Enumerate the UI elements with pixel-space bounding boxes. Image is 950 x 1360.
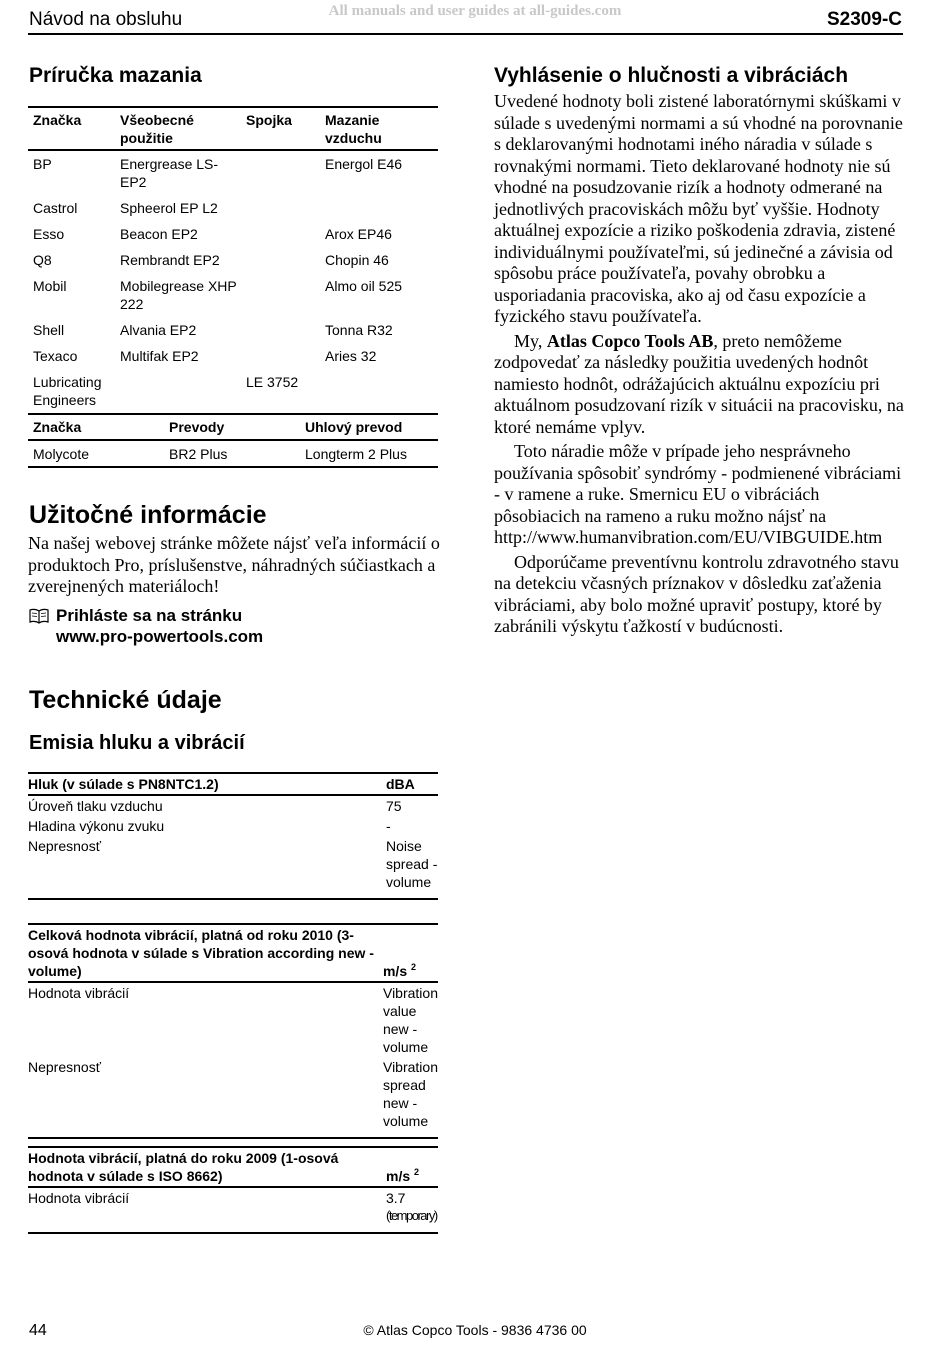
- table-cell: Molycote: [28, 440, 164, 467]
- table-cell: Hodnota vibrácií: [28, 1187, 386, 1233]
- column-header: Uhlový prevod: [300, 414, 438, 440]
- table-cell: BR2 Plus: [164, 440, 300, 467]
- table-cell: Esso: [33, 226, 65, 242]
- table-cell: -: [386, 818, 391, 834]
- useful-info-text: Na našej webovej stránke môžete nájsť veľa informácií o produktoch Pro, príslušenstve, náhradných súčiastkach a zverejnených materiáloch!: [28, 533, 440, 596]
- lubrication-table: [28, 106, 438, 415]
- table-row: [28, 369, 438, 414]
- book-icon: [29, 608, 49, 629]
- table-row: [28, 150, 438, 195]
- column-header: Značka: [28, 414, 164, 440]
- table-row: [28, 247, 438, 273]
- table-cell: Vibration value new - volume: [382, 985, 438, 1055]
- table-row: [28, 440, 438, 467]
- table-cell: [386, 1187, 438, 1233]
- table-cell: Aries 32: [325, 348, 377, 364]
- table-cell: Lubricating Engineers: [28, 369, 115, 414]
- header-rule: [28, 33, 903, 35]
- table-cell: [241, 343, 320, 369]
- table-header-row: [28, 924, 438, 982]
- document-title: Návod na obsluhu: [29, 9, 183, 30]
- copyright-text: © Atlas Copco Tools - 9836 4736 00: [363, 1322, 587, 1338]
- emission-subheading: Emisia hluku a vibrácií: [29, 732, 245, 754]
- vibration-value: 3.7: [386, 1190, 406, 1206]
- vibration-2010-table: [28, 923, 438, 1139]
- column-header: Spojka: [241, 107, 320, 150]
- table-cell: Nepresnosť: [28, 1057, 383, 1138]
- model-number: S2309-C: [827, 9, 902, 30]
- column-header: Mazanie vzduchu: [320, 107, 438, 150]
- table-cell: Chopin 46: [325, 252, 389, 268]
- table-row: [28, 343, 438, 369]
- table-cell: LE 3752: [241, 369, 320, 414]
- table-cell: [241, 317, 320, 343]
- table-cell: Energrease LS-EP2: [120, 156, 219, 190]
- table-row: [28, 836, 438, 899]
- table-row: [28, 1187, 438, 1233]
- useful-info-heading: Užitočné informácie: [29, 501, 267, 529]
- lubrication-heading: Príručka mazania: [29, 64, 202, 87]
- table-header-row: [28, 414, 438, 440]
- column-header: Všeobecné použitie: [115, 107, 241, 150]
- website-link[interactable]: www.pro-powertools.com: [56, 627, 264, 646]
- noise-table: [28, 772, 438, 900]
- table-cell: Tonna R32: [325, 322, 393, 338]
- login-instruction: Prihláste sa na stránku: [56, 606, 243, 625]
- table-row: [28, 317, 438, 343]
- table-row: [28, 195, 438, 221]
- table-cell: Beacon EP2: [120, 226, 198, 242]
- table-cell: Energol E46: [325, 156, 403, 172]
- table-cell: Vibration spread new - volume: [383, 1057, 438, 1138]
- table-cell: [241, 150, 320, 195]
- table-cell: [241, 221, 320, 247]
- table-cell: Hladina výkonu zvuku: [28, 818, 165, 834]
- table-header-row: [28, 107, 438, 150]
- vibration-2009-table: [28, 1146, 438, 1234]
- table-cell: Noise spread - volume: [386, 836, 438, 899]
- table-row: [28, 1057, 438, 1138]
- table-row: [28, 273, 438, 317]
- vibration-2009-header: Hodnota vibrácií, platná do roku 2009 (1-osová hodnota v súlade s ISO 8662): [28, 1147, 386, 1187]
- table-cell: Mobilegrease XHP 222: [120, 278, 237, 312]
- table-cell: Longterm 2 Plus: [300, 440, 438, 467]
- table-cell: Spheerol EP L2: [120, 200, 218, 216]
- table-cell: Texaco: [33, 348, 78, 364]
- table-cell: Alvania EP2: [120, 322, 197, 338]
- table-cell: Castrol: [33, 200, 78, 216]
- column-header: Prevody: [164, 414, 300, 440]
- table-cell: [241, 273, 320, 317]
- table-cell: [320, 195, 438, 221]
- table-cell: [241, 247, 320, 273]
- table-row: [28, 795, 438, 816]
- table-cell: Hodnota vibrácií: [28, 985, 130, 1001]
- table-cell: Shell: [33, 322, 65, 338]
- table-cell: Úroveň tlaku vzduchu: [28, 798, 163, 814]
- column-header: Značka: [28, 107, 115, 150]
- declaration-paragraph: Odporúčame preventívnu kontrolu zdravotného stavu na detekciu včasných príznakov v dôsledku zaťaženia vibráciami, aby bolo možné upraviť postupy, ktoré by zabránili výskytu ťažkostí v budúcnosti.: [494, 551, 899, 636]
- table-cell: Almo oil 525: [325, 278, 403, 294]
- declaration-paragraph: Toto náradie môže v prípade jeho nesprávneho používania spôsobiť syndrómy - podmienené vibráciami - v ramene a ruke. Smernicu EU o vibráciách pôsobiacich na rameno a ruku možno nájsť na http://www.humanvibration.com/EU/VIBGUIDE.htm: [494, 441, 902, 547]
- declaration-heading: Vyhlásenie o hlučnosti a vibráciách: [494, 64, 849, 87]
- table-header-row: [28, 1147, 438, 1187]
- vibration-2009-unit: m/s $^2$: [386, 1147, 438, 1187]
- table-cell: Multifak EP2: [120, 348, 199, 364]
- table-cell: [115, 369, 241, 414]
- declaration-paragraph: My, Atlas Copco Tools AB, preto nemôžeme zodpovedať za následky použitia uvedených hodnôt namiesto hodnôt, odrážajúcich aktuálnu expozíciu pri aktuálnom posudzovaní rizík v situácii na pracovisku, na ktoré nemáme vplyv.: [494, 330, 904, 437]
- table-cell: Rembrandt EP2: [120, 252, 220, 268]
- table-header-row: [28, 773, 438, 795]
- noise-header: Hluk (v súlade s PN8NTC1.2): [28, 773, 386, 795]
- watermark-text: All manuals and user guides at all-guides.com: [328, 3, 622, 19]
- table-cell: Q8: [33, 252, 52, 268]
- table-cell: BP: [33, 156, 52, 172]
- table-row: [28, 816, 438, 836]
- gear-lubrication-table: [28, 413, 438, 468]
- table-cell: 75: [386, 798, 402, 814]
- table-row: [28, 982, 438, 1057]
- table-cell: [320, 369, 438, 414]
- temporary-note: (temporary): [386, 1208, 437, 1223]
- page-number: 44: [29, 1322, 47, 1339]
- vibration-2010-unit: m/s $^2$: [383, 924, 438, 982]
- table-cell: Nepresnosť: [28, 836, 386, 899]
- vibration-2010-header: Celková hodnota vibrácií, platná od roku 2010 (3-osová hodnota v súlade s Vibration according new - volume): [28, 924, 383, 982]
- noise-unit: dBA: [386, 773, 438, 795]
- table-cell: Mobil: [33, 278, 67, 294]
- technical-data-heading: Technické údaje: [29, 686, 222, 714]
- table-row: [28, 221, 438, 247]
- declaration-paragraph: Uvedené hodnoty boli zistené laboratórnymi skúškami v súlade s uvedenými normami a sú vhodné na porovnanie s deklarovanými hodnotami iného náradia v súlade s rovnakými normami. Tieto deklarované hodnoty nie sú vhodné na posudzovanie rizík a hodnoty odmerané na jednotlivých pracoviskách môžu byť vyššie. Hodnoty aktuálnej expozície a riziko poškodenia zdravia, zistené individuálnymi používateľmi, sú jedinečné a závisia od spôsobu práce používateľa, povahy obrobku a usporiadania pracoviska, ako aj od času expozície a fyzického stavu používateľa.: [494, 91, 903, 326]
- table-cell: Arox EP46: [325, 226, 392, 242]
- table-cell: [241, 195, 320, 221]
